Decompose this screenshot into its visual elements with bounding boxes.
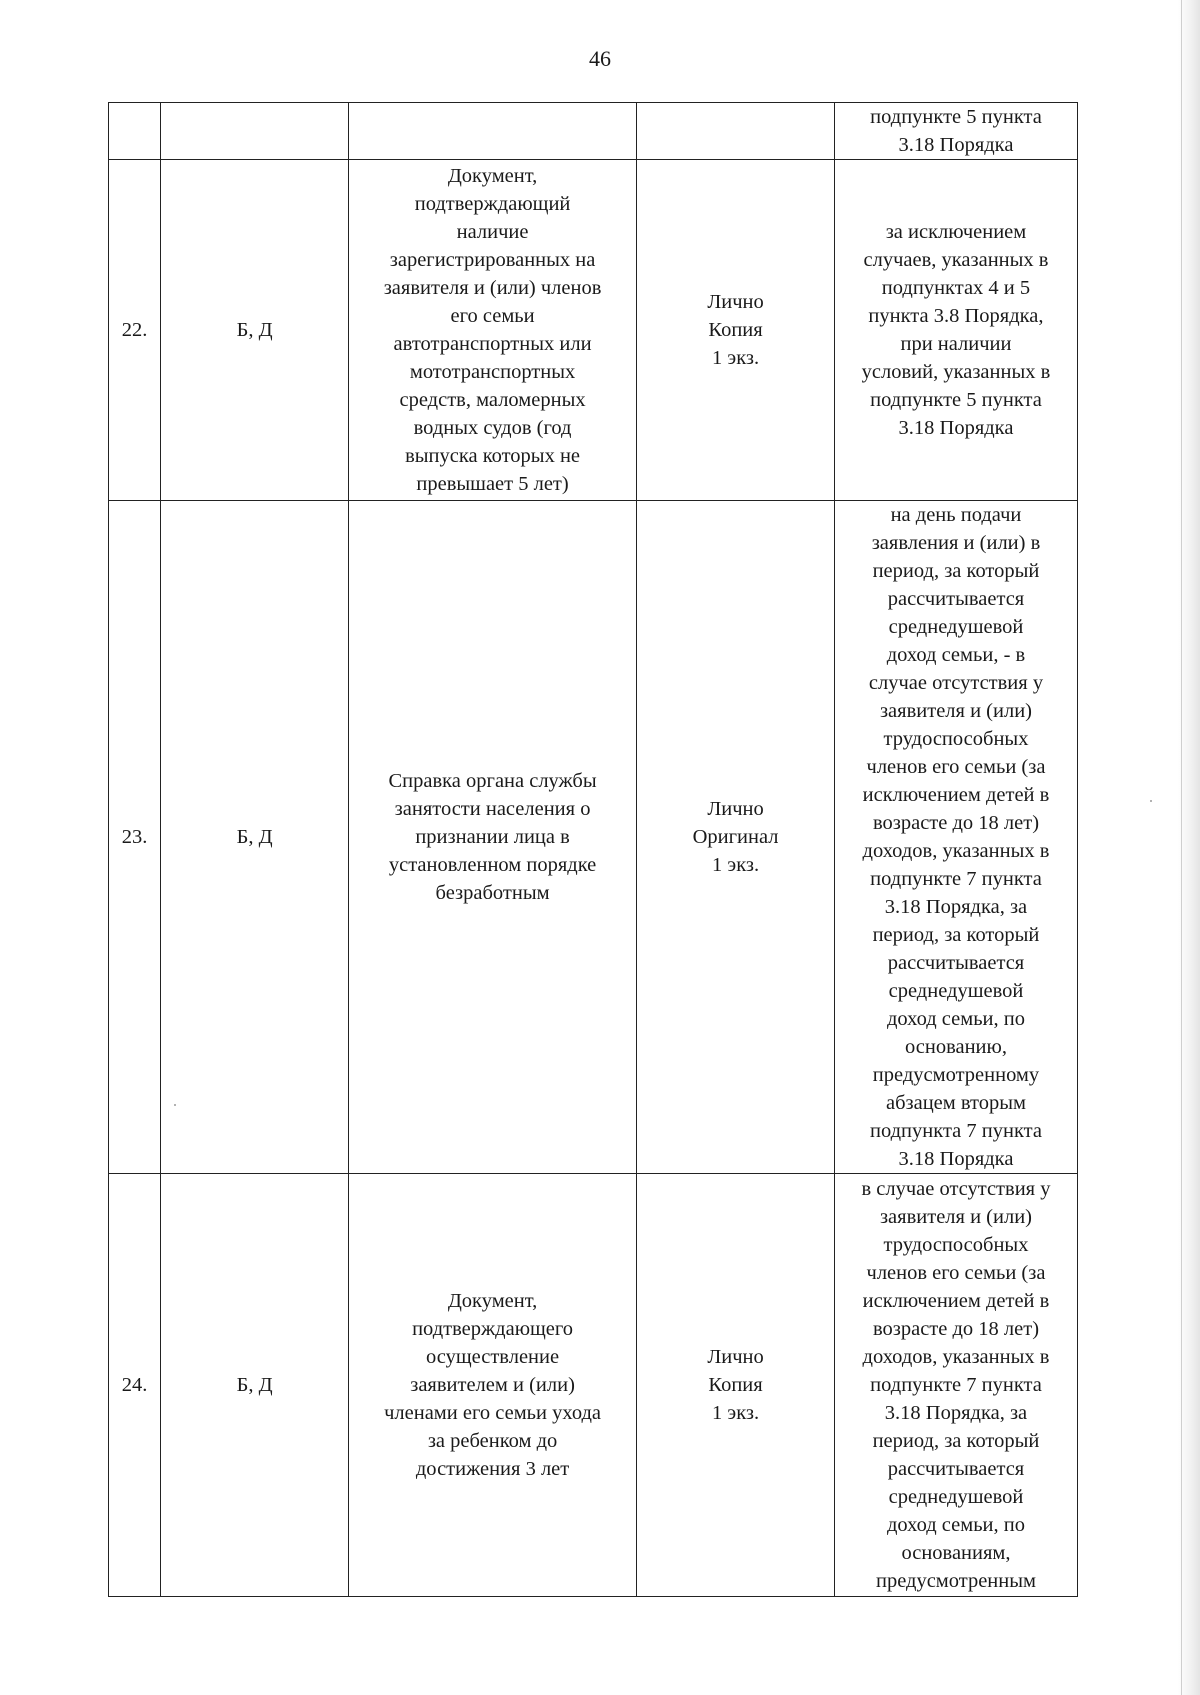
category-cell	[161, 160, 349, 501]
note-cell	[834, 160, 1077, 501]
note-cell	[834, 501, 1077, 1174]
table-row	[109, 160, 1078, 501]
note-cell	[834, 1174, 1077, 1597]
row-number-cell	[109, 501, 161, 1174]
row-number-cell	[109, 103, 161, 160]
document-cell	[348, 501, 636, 1174]
table-row	[109, 1174, 1078, 1597]
method-cell	[637, 160, 835, 501]
method-text: Лично Оригинал 1 экз.	[692, 798, 779, 876]
row-number: 22.	[121, 319, 148, 341]
document-cell	[348, 1174, 636, 1597]
note-text: в случае отсутствия у заявителя и (или) трудоспособных членов его семьи (за исключением детей в возрасте до 18 лет) доходов, указанных в подпункте 7 пункта 3.18 Порядка, за период, за который рассчитывается среднедушевой доход семьи, по основаниям, предусмотренным	[861, 1178, 1051, 1592]
document-cell	[348, 103, 636, 160]
method-text: Лично Копия 1 экз.	[707, 291, 764, 369]
document-cell	[348, 160, 636, 501]
document-text: Документ, подтверждающего осуществление заявителем и (или) членами его семьи ухода за ребенком до достижения 3 лет	[384, 1290, 602, 1480]
row-number: 23.	[121, 826, 148, 848]
row-number: 24.	[121, 1374, 148, 1396]
page-number: 46	[589, 46, 611, 71]
method-cell	[637, 103, 835, 160]
note-text: подпункте 5 пункта 3.18 Порядка	[870, 106, 1042, 156]
category-cell	[161, 501, 349, 1174]
note-text: за исключением случаев, указанных в подпунктах 4 и 5 пункта 3.8 Порядка, при наличии условий, указанных в подпункте 5 пункта 3.18 Порядка	[861, 221, 1051, 439]
table-row	[109, 103, 1078, 160]
category-text: Б, Д	[236, 1374, 273, 1396]
row-number-cell	[109, 1174, 161, 1597]
scan-speck	[174, 1104, 176, 1106]
document-text: Справка органа службы занятости населения о признании лица в установленном порядке безработным	[388, 770, 597, 904]
category-text: Б, Д	[236, 319, 273, 341]
category-text: Б, Д	[236, 826, 273, 848]
method-text: Лично Копия 1 экз.	[707, 1346, 764, 1424]
category-cell	[161, 103, 349, 160]
documents-table	[108, 102, 1078, 1597]
table-row	[109, 501, 1078, 1174]
row-number-cell	[109, 160, 161, 501]
note-cell	[834, 103, 1077, 160]
document-text: Документ, подтверждающий наличие зарегистрированных на заявителя и (или) членов его семьи автотранспортных или мототранспортных средств, маломерных водных судов (год выпуска которых не превышает 5 лет)	[383, 165, 602, 495]
scan-speck	[1150, 800, 1152, 802]
category-cell	[161, 1174, 349, 1597]
method-cell	[637, 1174, 835, 1597]
method-cell	[637, 501, 835, 1174]
note-text: на день подачи заявления и (или) в период, за который рассчитывается среднедушевой доход семьи, - в случае отсутствия у заявителя и (или) трудоспособных членов его семьи (за исключением детей в возрасте до 18 лет) доходов, указанных в подпункте 7 пункта 3.18 Порядка, за период, за который рассчитывается среднедушевой доход семьи, по основанию, предусмотренному абзацем вторым подпункта 7 пункта 3.18 Порядка	[862, 504, 1050, 1170]
page-edge-line	[1181, 0, 1182, 1695]
